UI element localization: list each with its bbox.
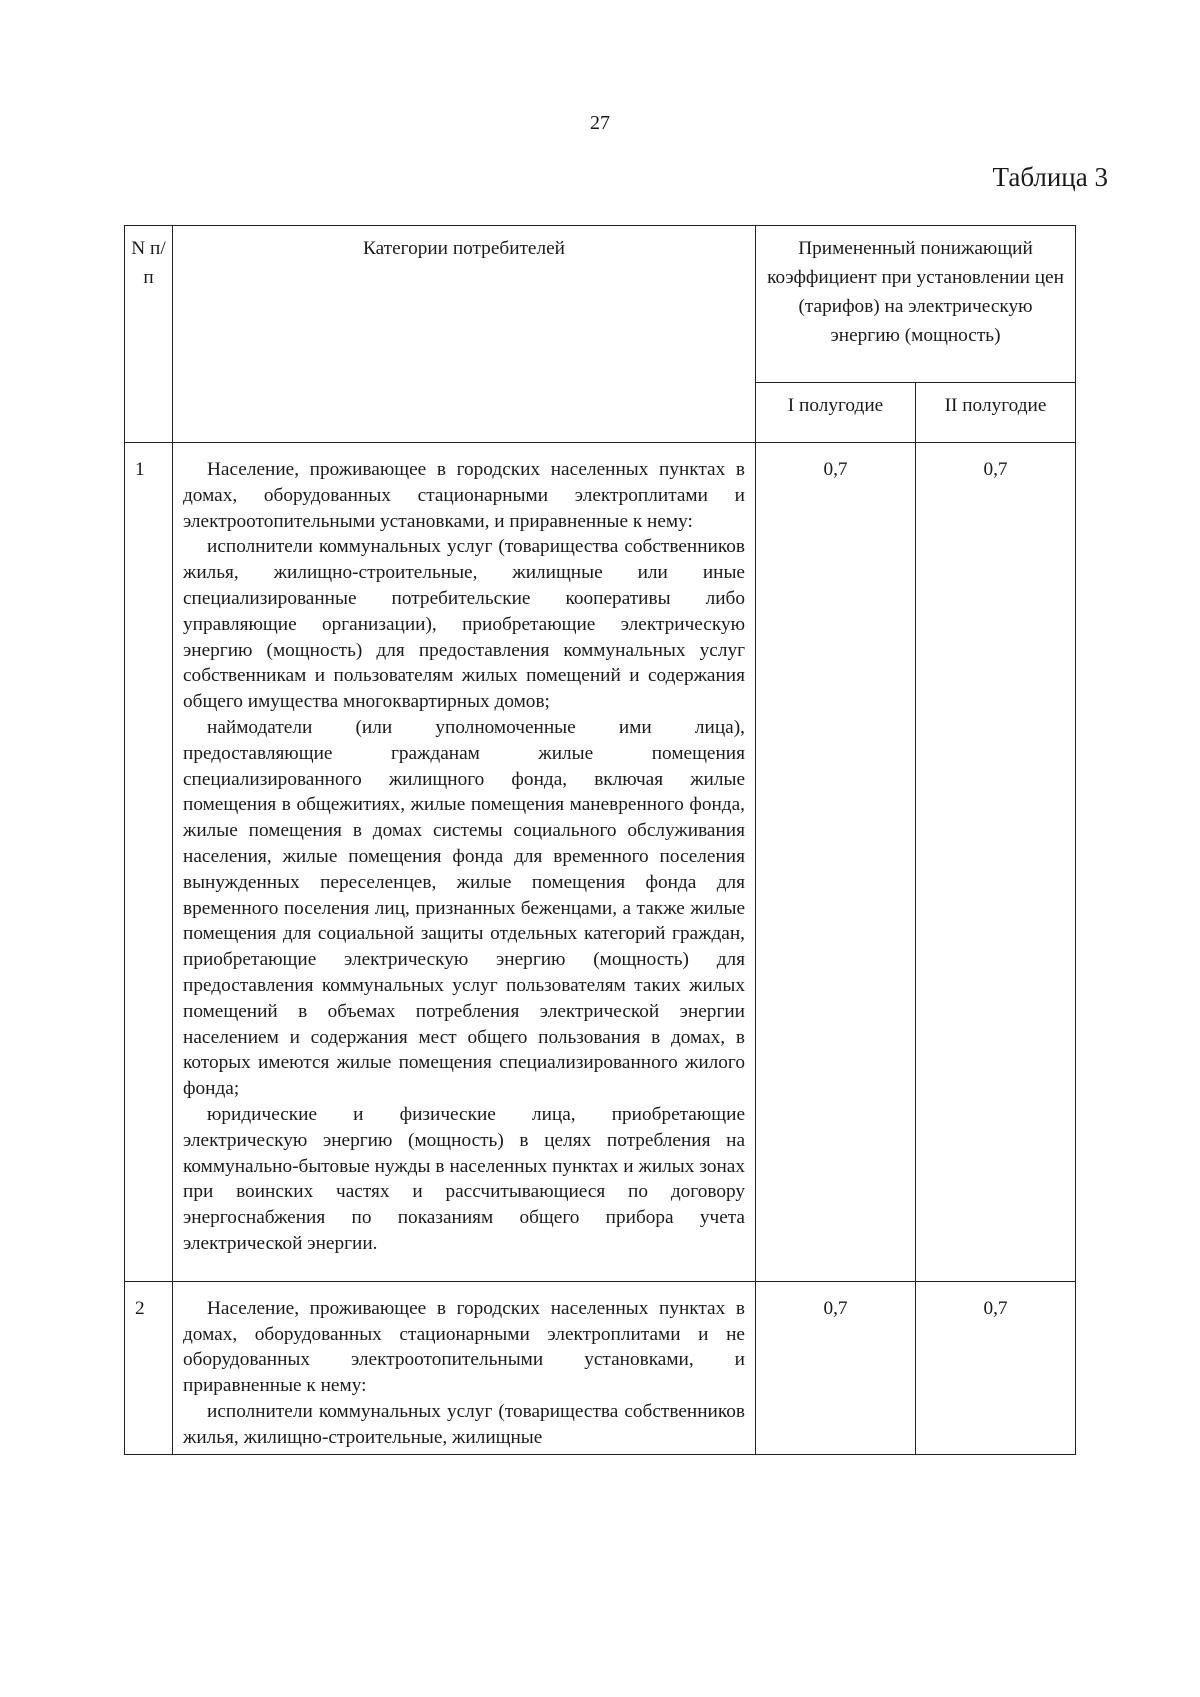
category-paragraph: исполнители коммунальных услуг (товарищества собственников жилья, жилищно-строительные, жилищные [183,1400,745,1448]
page-number: 27 [590,112,610,134]
category-paragraph: юридические и физические лица, приобретающие электрическую энергию (мощность) в целях потребления на коммунально-бытовые нужды в населенных пунктах и жилых зонах при воинских частях и рассчитывающиеся по договору энергоснабжения по показаниям общего прибора учета электрической энергии. [183,1103,745,1254]
row-number: 1 [125,443,173,1282]
category-paragraph: Население, проживающее в городских населенных пунктах в домах, оборудованных стационарными электроплитами и электроотопительными установками, и приравненные к нему: [183,459,745,532]
header-half1: I полугодие [756,383,916,443]
coefficient-half1: 0,7 [756,1281,916,1455]
category-paragraph: исполнители коммунальных услуг (товарищества собственников жилья, жилищно-строительные, жилищные или иные специализированные потребительские кооперативы либо управляющие организации), приобретающие электрическую энергию (мощность) для предоставления коммунальных услуг собственникам и пользователям жилых помещений и содержания общего имущества многоквартирных домов; [183,536,745,713]
header-half2: II полугодие [916,383,1076,443]
header-coefficient: Примененный понижающий коэффициент при установлении цен (тарифов) на электрическую энергию (мощность) [756,226,1076,383]
table-caption: Таблица 3 [992,162,1108,192]
coefficient-half2: 0,7 [916,443,1076,1282]
header-category: Категории потребителей [173,226,756,443]
tariff-table [124,225,1076,1455]
category-cell [173,1281,756,1455]
coefficient-half1: 0,7 [756,443,916,1282]
category-paragraph: наймодатели (или уполномоченные ими лица), предоставляющие гражданам жилые помещения специализированного жилищного фонда, включая жилые помещения в общежитиях, жилые помещения маневренного фонда, жилые помещения в домах системы социального обслуживания населения, жилые помещения фонда для временного поселения вынужденных переселенцев, жилые помещения фонда для временного поселения лиц, признанных беженцами, а также жилые помещения для социальной защиты отдельных категорий граждан, приобретающие электрическую энергию (мощность) для предоставления коммунальных услуг пользователям таких жилых помещений в объемах потребления электрической энергии населением и содержания мест общего пользования в домах, в которых имеются жилые помещения специализированного жилого фонда; [183,716,745,1100]
table-row [125,1281,1076,1455]
table-row [125,443,1076,1282]
row-number: 2 [125,1281,173,1455]
header-row [125,226,1076,383]
category-cell [173,443,756,1282]
coefficient-half2: 0,7 [916,1281,1076,1455]
header-num: N п/п [125,226,173,443]
category-paragraph: Население, проживающее в городских населенных пунктах в домах, оборудованных стационарными электроплитами и не оборудованных электроотопительными установками, и приравненные к нему: [183,1297,745,1397]
